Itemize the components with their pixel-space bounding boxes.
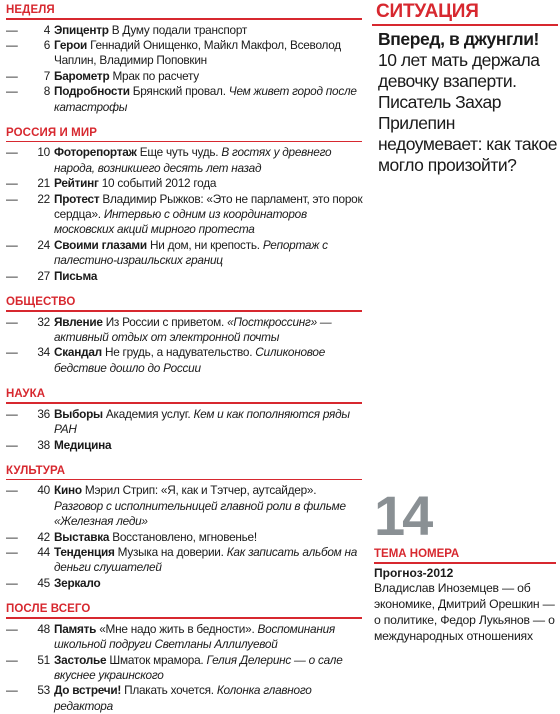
entry-title: Восстановлено, мгновенье! — [112, 529, 257, 544]
entry-title: Еще чуть чудь. — [139, 145, 219, 160]
entry-description: Кем и как пополняются ряды РАН — [54, 406, 350, 437]
situation-rule — [372, 24, 558, 26]
entry-title: Геннадий Онищенко, Майкл Макфол, Всеволод Чаплин, Владимир Поповкин — [54, 37, 341, 68]
leader-dash: — — [6, 176, 18, 191]
entry-title: Плакать хочется. — [124, 683, 214, 698]
entry-rubric: Письма — [54, 268, 98, 283]
entry-rubric: До встречи! — [54, 683, 122, 698]
section-rule — [6, 141, 362, 143]
leader-dash: — — [6, 68, 18, 83]
leader-dash: — — [6, 652, 18, 667]
entry-title: Из России с приветом. — [105, 314, 225, 329]
situation-body: 10 лет мать держала девочку взаперти. Писатель Захар Прилепин недоумевает: как такое могло произойти? — [378, 50, 557, 175]
entry-title: Мрак по расчету — [112, 68, 199, 83]
toc-entry[interactable] — [6, 38, 364, 69]
toc-entry[interactable] — [6, 530, 364, 545]
entry-description: Интервью с одним из координаторов московских акций мирного протеста — [54, 207, 307, 237]
page-number: 34 — [37, 345, 50, 360]
entry-description-tail: «Железная леди» — [54, 514, 148, 529]
page-number: 4 — [43, 22, 50, 37]
toc-section — [6, 4, 364, 115]
toc-entry[interactable] — [6, 407, 364, 438]
entry-rubric: Скандал — [54, 345, 102, 360]
section-rule — [6, 310, 362, 312]
page-number: 36 — [37, 406, 50, 421]
toc-section — [6, 603, 364, 714]
page-number: 38 — [37, 437, 50, 452]
entry-title: Шматок мрамора. — [109, 652, 204, 667]
section-title: КУЛЬТУРА — [6, 464, 66, 477]
section-rule — [6, 479, 362, 481]
leader-dash: — — [6, 84, 18, 99]
toc-entry[interactable] — [6, 315, 364, 346]
entry-rubric: Выставка — [54, 529, 110, 544]
leader-dash: — — [6, 483, 18, 498]
entry-description: Гелия Делеринс — о сале вкуснее украинского — [54, 652, 343, 682]
page-number: 24 — [37, 237, 50, 252]
page-number: 51 — [37, 652, 50, 667]
leader-dash: — — [6, 437, 18, 452]
cover-story-title[interactable]: Прогноз-2012 — [374, 566, 454, 580]
toc-entry[interactable] — [6, 545, 364, 576]
entry-rubric: Эпицентр — [54, 22, 109, 37]
entry-rubric: Своими глазами — [54, 237, 147, 252]
leader-dash: — — [6, 621, 18, 636]
leader-dash: — — [6, 145, 18, 160]
cover-story-page-number[interactable]: 14 — [374, 484, 431, 547]
page-number: 44 — [37, 545, 50, 560]
page-number: 45 — [37, 575, 50, 590]
entry-rubric: Медицина — [54, 437, 112, 452]
entry-title: Ни дом, ни крепость. — [149, 237, 260, 252]
toc-section — [6, 127, 364, 284]
entry-description: Разговор с исполнительницей главной роли в фильме — [54, 498, 346, 513]
entry-description: Как записать альбом на деньги слушателей — [54, 545, 358, 575]
section-title: РОССИЯ И МИР — [6, 126, 97, 139]
page-number: 27 — [37, 268, 50, 283]
entry-rubric: Барометр — [54, 68, 110, 83]
toc-entry[interactable] — [6, 84, 364, 115]
toc-entry[interactable] — [6, 653, 364, 684]
entry-title: «Мне надо жить в бедности». — [99, 621, 255, 636]
entry-description: Репортаж с палестино-израильских границ — [54, 237, 328, 268]
entry-rubric: Герои — [54, 37, 88, 52]
entry-title: Брянский провал. — [132, 84, 226, 99]
entry-rubric: Рейтинг — [54, 176, 99, 191]
entry-title: Не грудь, а надувательство. — [104, 345, 253, 360]
leader-dash: — — [6, 545, 18, 560]
entry-rubric: Явление — [54, 314, 103, 329]
leader-dash: — — [6, 406, 18, 421]
section-rule — [6, 18, 362, 20]
entry-title: Мэрил Стрип: «Я, как и Тэтчер, аутсайдер». — [84, 483, 317, 498]
entry-description: «Посткроссинг» — активный отдых от электронной почты — [54, 314, 332, 344]
situation-headline[interactable]: Вперед, в джунгли! — [378, 29, 539, 49]
toc-entry[interactable] — [6, 269, 364, 284]
entry-rubric: Выборы — [54, 406, 103, 421]
leader-dash: — — [6, 237, 18, 252]
situation-label: СИТУАЦИЯ — [376, 1, 479, 22]
entry-rubric: Протест — [54, 191, 100, 206]
leader-dash: — — [6, 575, 18, 590]
section-title: НАУКА — [6, 388, 46, 401]
leader-dash: — — [6, 314, 18, 329]
page-number: 10 — [37, 145, 50, 160]
toc-entry[interactable] — [6, 576, 364, 591]
entry-title: В Думу подали транспорт — [111, 22, 248, 37]
page-number: 7 — [43, 68, 50, 83]
toc-entry[interactable] — [6, 176, 364, 191]
entry-title: Академия услуг. — [105, 406, 191, 421]
section-rule — [6, 402, 362, 404]
page-number: 32 — [37, 314, 50, 329]
entry-rubric: Память — [54, 621, 97, 636]
page-number: 6 — [43, 37, 50, 52]
toc-entry[interactable] — [6, 69, 364, 84]
entry-description: Воспоминания школьной подруги Светланы Аллилуевой — [54, 621, 335, 652]
toc-entry[interactable] — [6, 23, 364, 38]
entry-rubric: Подробности — [54, 84, 130, 99]
leader-dash: — — [6, 191, 18, 206]
toc-section — [6, 465, 364, 591]
page-number: 53 — [37, 683, 50, 698]
cover-story-label: ТЕМА НОМЕРА — [374, 548, 460, 560]
section-rule — [6, 617, 362, 619]
entry-rubric: Тенденция — [54, 545, 115, 560]
entry-description: Колонка главного редактора — [54, 683, 312, 713]
toc-entry[interactable] — [6, 438, 364, 453]
toc-entry[interactable] — [6, 345, 364, 376]
page-number: 21 — [37, 176, 50, 191]
toc-entry[interactable] — [6, 145, 364, 176]
entry-description: Силиконовое бедствие дошло до России — [54, 345, 326, 375]
toc-entry[interactable] — [6, 192, 364, 238]
cover-story-rule — [374, 562, 556, 564]
section-title: ПОСЛЕ ВСЕГО — [6, 603, 91, 616]
page-number: 42 — [37, 529, 50, 544]
cover-story-text: Владислав Иноземцев — об экономике, Дмитрий Орешкин — о политике, Федор Лукьянов — о международных отношениях — [374, 581, 555, 643]
contents-column — [6, 0, 364, 714]
entry-title: 10 событий 2012 года — [101, 176, 217, 191]
toc-section — [6, 296, 364, 376]
leader-dash: — — [6, 529, 18, 544]
page-number: 22 — [37, 191, 50, 206]
leader-dash: — — [6, 683, 18, 698]
leader-dash: — — [6, 268, 18, 283]
entry-rubric: Застолье — [54, 652, 107, 667]
page-number: 40 — [37, 483, 50, 498]
section-title: ОБЩЕСТВО — [6, 296, 76, 309]
entry-rubric: Кино — [54, 483, 82, 498]
page-number: 48 — [37, 621, 50, 636]
leader-dash: — — [6, 37, 18, 52]
entry-title: Музыка на доверии. — [117, 545, 224, 560]
entry-description: Чем живет город после катастрофы — [54, 84, 357, 114]
entry-description: В гостях у древнего народа, возникшего десять лет назад — [54, 145, 332, 175]
feature-column — [372, 0, 558, 650]
leader-dash: — — [6, 345, 18, 360]
toc-entry[interactable] — [6, 622, 364, 653]
toc-section — [6, 388, 364, 453]
entry-rubric: Фоторепортаж — [54, 145, 137, 160]
leader-dash: — — [6, 22, 18, 37]
toc-entry[interactable] — [6, 683, 364, 714]
section-title: НЕДЕЛЯ — [6, 4, 55, 16]
page-number: 8 — [43, 84, 50, 99]
toc-entry[interactable] — [6, 483, 364, 529]
toc-entry[interactable] — [6, 238, 364, 269]
entry-rubric: Зеркало — [54, 575, 101, 590]
entry-title: Владимир Рыжков: «Это не парламент, это порок сердца». — [54, 191, 363, 222]
